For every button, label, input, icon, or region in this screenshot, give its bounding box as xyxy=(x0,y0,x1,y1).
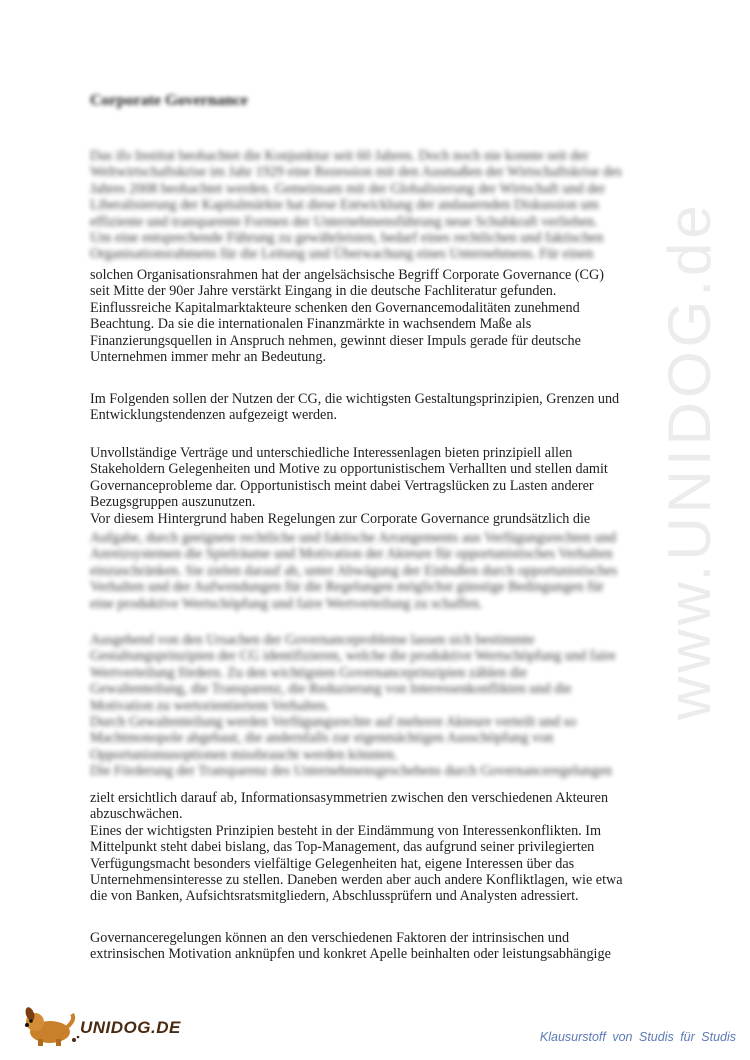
text-line: Verfügungsmacht besonders vielfältige Gelegenheiten hat, eigene Interessen über das xyxy=(90,855,575,872)
text-line: einzuschränken. Sie zielen darauf ab, unter Abwägung der Einbußen durch opportunistisches xyxy=(90,562,618,579)
unidog-logo[interactable] xyxy=(22,1006,181,1048)
paragraph-4 xyxy=(90,790,665,905)
text-line: Governanceregelungen können an den verschiedenen Faktoren der intrinsischen und xyxy=(90,930,570,946)
text-line: Ausgehend von den Ursachen der Governanceprobleme lassen sich bestimmte xyxy=(90,632,535,648)
paragraph-1 xyxy=(90,267,665,365)
paragraph-1-blurred xyxy=(90,148,665,263)
text-line: Gestaltungsprinzipien der CG identifizieren, welche die produktive Wertschöpfung und faire xyxy=(90,648,616,665)
text-line: Bezugsgruppen auszunutzen. xyxy=(90,494,256,511)
text-line: Vor diesem Hintergrund haben Regelungen zur Corporate Governance grundsätzlich die xyxy=(90,510,591,527)
text-line: Weltwirtschaftskrise im Jahr 1929 eine Rezession mit den Ausmaßen der Wirtschaftskrise des xyxy=(90,164,622,181)
text-line: Stakeholdern Gelegenheiten und Motive zu opportunistischem Verhallten und stellen damit xyxy=(90,461,608,478)
text-line: Im Folgenden sollen der Nutzen der CG, die wichtigsten Gestaltungsprinzipien, Grenzen und xyxy=(90,391,620,407)
text-line: Aufgabe, durch geeignete rechtliche und faktische Arrangements aus Verfügungsrechten und xyxy=(90,530,617,546)
paragraph-3-blurred xyxy=(90,530,665,612)
paragraph-3 xyxy=(90,445,665,527)
text-line: Jahres 2008 beobachtet werden. Gemeinsam mit der Globalisierung der Wirtschaft und der xyxy=(90,180,606,197)
text-line: Organisationsrahmens für die Leitung und Überwachung eines Unternehmens. Für einen xyxy=(90,246,594,263)
text-line: Unternehmensinteresse zu stellen. Daneben werden aber auch andere Konfliktlagen, wie etwa xyxy=(90,872,623,889)
text-line: Anreizsystemen die Spielräume und Motivation der Akteure für opportunistisches Verhalten xyxy=(90,546,613,563)
text-line: Eines der wichtigsten Prinzipien besteht in der Eindämmung von Interessenkonflikten. Im xyxy=(90,822,602,839)
dog-icon xyxy=(22,1006,82,1048)
document-title: Corporate Governance xyxy=(90,92,248,109)
text-line: Gewaltenteilung, die Transparenz, die Reduzierung von Interessenkonflikten und die xyxy=(90,681,572,698)
paragraph-4-blurred xyxy=(90,632,665,780)
text-line: seit Mitte der 90er Jahre verstärkt Eingang in die deutsche Fachliteratur gefunden. xyxy=(90,283,557,300)
text-line: Verhalten und der Aufwendungen für die Regelungen möglichst günstige Bedingungen für xyxy=(90,579,604,596)
text-line: Governanceprobleme dar. Opportunistisch meint dabei Vertragslücken zu Lasten anderer xyxy=(90,477,594,494)
text-line: Opportunismusoptionen missbraucht werden könnten. xyxy=(90,746,398,763)
text-line: solchen Organisationsrahmen hat der angelsächsische Begriff Corporate Governance (CG) xyxy=(90,267,604,283)
text-line: Das ifo Institut beobachtet die Konjunktur seit 60 Jahren. Doch noch nie konnte seit der xyxy=(90,148,589,164)
footer-slogan: Klausurstoff von Studis für Studis xyxy=(539,1030,736,1044)
text-line: Beachtung. Da sie die internationalen Finanzmärkte in wachsendem Maße als xyxy=(90,316,532,333)
text-line: die von Banken, Aufsichtsratsmitgliedern, Abschlussprüfern und Analysten adressiert. xyxy=(90,888,579,905)
vertical-watermark: www.UNIDOG.de xyxy=(656,201,723,720)
text-line: Um eine entsprechende Führung zu gewährleisten, bedarf eines rechtlichen und faktischen xyxy=(90,229,604,246)
text-line: eine produktive Wertschöpfung und faire Wertverteilung zu schaffen. xyxy=(90,595,483,612)
text-line: zielt ersichtlich darauf ab, Informationsasymmetrien zwischen den verschiedenen Akteuren xyxy=(90,790,609,806)
text-line: Mittelpunkt steht dabei bislang, das Top-Management, das aufgrund seiner privilegierten xyxy=(90,839,595,856)
paragraph-5 xyxy=(90,930,665,963)
text-line: Unternehmen immer mehr an Bedeutung. xyxy=(90,349,326,366)
logo-text: UNIDOG.DE xyxy=(80,1018,181,1037)
text-line: Wertverteilung fördern. Zu den wichtigsten Governanceprinzipien zählen die xyxy=(90,664,527,681)
text-line: Die Förderung der Transparenz des Unternehmensgeschehens durch Governanceregelungen xyxy=(90,763,612,780)
text-line: Einflussreiche Kapitalmarktakteure schenken den Governancemodalitäten zunehmend xyxy=(90,299,580,316)
text-line: Liberalisierung der Kapitalmärkte hat diese Entwicklung der andauernden Diskussion um xyxy=(90,197,599,214)
text-line: Machtmonopole abgebaut, die andernfalls zur eigenmächtigen Ausschöpfung von xyxy=(90,730,554,747)
text-line: Durch Gewaltenteilung werden Verfügungsrechte auf mehrere Akteure verteilt und so xyxy=(90,713,577,730)
paragraph-2 xyxy=(90,391,665,424)
text-line: effiziente und transparente Formen der Unternehmensführung neue Schubkraft verliehen. xyxy=(90,213,598,230)
text-line: Unvollständige Verträge und unterschiedliche Interessenlagen bieten prinzipiell allen xyxy=(90,445,573,461)
text-line: extrinsischen Motivation anknüpfen und konkret Apelle beinhalten oder leistungsabhängige xyxy=(90,946,611,963)
text-line: Entwicklungstendenzen aufgezeigt werden. xyxy=(90,407,337,424)
text-line: Finanzierungsquellen in Anspruch nehmen, gewinnt dieser Impuls gerade für deutsche xyxy=(90,332,581,349)
text-line: abzuschwächen. xyxy=(90,806,183,823)
text-line: Motivation zu wertorientiertem Verhalten. xyxy=(90,697,330,714)
